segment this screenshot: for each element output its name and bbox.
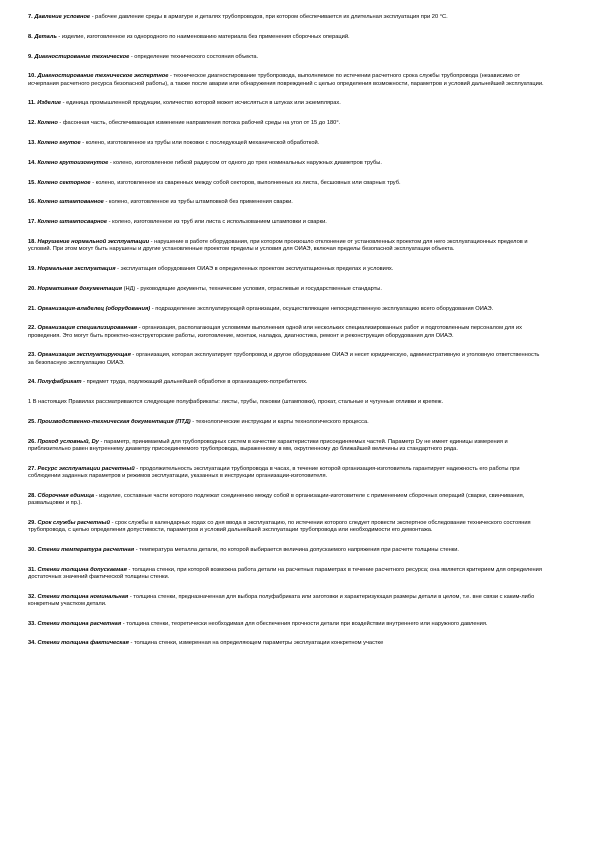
entry-number: 14. — [28, 159, 36, 166]
entry-term: Ресурс эксплуатации расчетный — [37, 465, 135, 472]
entry-number: 19. — [28, 265, 36, 272]
definition-entry — [28, 120, 545, 127]
definition-entry — [28, 180, 545, 187]
entry-definition: - техническое диагностирование трубопровода, выполняемое по истечении расчетного срока службы трубопровода (независимо от исчерпания расчетного ресурса безопасной работы), а также после аварии или обнаружения повреждений с целью определения возможности, параметров и условий дальнейшей эксплуатации. — [28, 73, 544, 87]
entry-definition: - колено, изготовленное из труб или листа с использованием штамповки и сварки. — [107, 219, 327, 226]
definition-entry — [28, 419, 545, 426]
entry-term: Стенки температура расчетная — [37, 546, 135, 553]
definition-entry — [28, 219, 545, 226]
entry-number: 16. — [28, 199, 36, 206]
definition-entry — [28, 493, 545, 507]
entry-term: Проход условный, Dy — [37, 438, 99, 445]
definition-entry — [28, 160, 545, 167]
entry-definition: - изделие, составные части которого подлежат соединению между собой в организации-изготовителе с применением сборочных операций (сварки, свинчивания, развальцовки и пр.). — [28, 492, 525, 506]
entry-term: Организация эксплуатирующая — [37, 352, 131, 359]
entry-number: 17. — [28, 219, 36, 226]
definition-entry — [28, 239, 545, 253]
entry-number: 20. — [28, 285, 36, 292]
entry-term: Нормальная эксплуатация — [37, 265, 116, 272]
definition-entry — [28, 399, 545, 406]
entry-definition: - толщина стенки, теоретически необходимая для обеспечения прочности детали при воздействии внутреннего или наружного давления. — [121, 620, 488, 627]
entry-number: 34. — [28, 640, 36, 647]
entry-number: 23. — [28, 352, 36, 359]
entry-number: 21. — [28, 305, 36, 312]
entry-definition: - предмет труда, подлежащий дальнейшей обработке в организациях-потребителях. — [81, 379, 308, 386]
entry-term: Стенки толщина фактическая — [37, 640, 129, 647]
definition-entry — [28, 520, 545, 534]
entry-number: 33. — [28, 620, 36, 627]
definition-entry — [28, 100, 545, 107]
definition-entry — [28, 466, 545, 480]
definition-entry — [28, 594, 545, 608]
entry-term: Сборочная единица — [37, 492, 95, 499]
entry-term: Колено штампованное — [37, 199, 104, 206]
entry-number: 18. — [28, 238, 36, 245]
entry-term: Колено гнутое — [37, 139, 81, 146]
entry-definition: - колено, изготовленное из трубы штамповкой без применения сварки. — [103, 199, 293, 206]
definition-entry — [28, 621, 545, 628]
entry-term: Нарушение нормальной эксплуатации — [37, 238, 150, 245]
entry-term: Деталь — [34, 33, 57, 40]
entry-number: 28. — [28, 492, 36, 499]
entry-term: Стенки толщина допускаемая — [37, 566, 127, 573]
definition-entry — [28, 34, 545, 41]
entry-definition: - фасонная часть, обеспечивающая изменение направления потока рабочей среды на угол от 15 до 180°. — [57, 120, 341, 127]
definition-entry — [28, 325, 545, 339]
entry-definition: - изделие, изготовленное из однородного по наименованию материала без применения сборочных операций. — [56, 33, 350, 40]
entry-number: 31. — [28, 566, 36, 573]
entry-term: Стенки толщина номинальная — [37, 593, 129, 600]
entry-number: 24. — [28, 379, 36, 386]
entry-definition: - толщина стенки, при которой возможна работа детали на расчетных параметрах в течение расчетного ресурса; она является критерием для определения достаточных значений фактической толщины стенки. — [28, 566, 542, 580]
definition-entry — [28, 140, 545, 147]
entry-definition: - нарушение в работе оборудования, при котором произошло отклонение от установленных проектом для него эксплуатационных пределов и условий. При этом могут быть нарушены и другие установленные проектом пределы и условия для ОИАЭ, включая пределы безопасной эксплуатации объекта. — [28, 238, 528, 253]
entry-term: Стенки толщина расчетная — [37, 620, 122, 627]
entry-definition: - единица промышленной продукции, количество которой может исчисляться в штуках или экземплярах. — [61, 100, 341, 107]
entry-definition: 1 В настоящих Правилах рассматриваются следующие полуфабрикаты: листы, трубы, поковки (штамповки), прокат, стальные и чугунные отливки и крепеж. — [28, 399, 444, 406]
entry-term: Организация-владелец (оборудования) — [37, 305, 151, 312]
entry-number: 30. — [28, 546, 36, 553]
entry-definition: - организация, которая эксплуатирует трубопровод и другое оборудование ОИАЭ и несет юридическую, административную и уголовную ответственность за безопасную эксплуатацию ОИАЭ. — [28, 352, 540, 366]
entry-term: Производственно-техническая документация (ПТД) — [37, 418, 191, 425]
entry-definition: - определение технического состояния объекта. — [129, 53, 259, 60]
entry-definition: - толщина стенки, измеренная на определяющем параметры эксплуатации конкретном участке — [128, 640, 384, 647]
entry-definition: - колено, изготовленное гибкой радиусом от одного до трех номинальных наружных диаметров трубы. — [108, 159, 382, 166]
entry-definition: - подразделение эксплуатирующей организации, осуществляющее непосредственную эксплуатацию всего оборудования ОИАЭ. — [150, 305, 494, 312]
definition-entry — [28, 73, 545, 87]
definition-entry — [28, 54, 545, 61]
entry-number: 8. — [28, 33, 33, 40]
definition-entry — [28, 306, 545, 313]
entry-number: 22. — [28, 325, 36, 332]
entry-term: Колено штампосварное — [37, 219, 108, 226]
entry-number: 11. — [28, 100, 36, 107]
entry-number: 26. — [28, 438, 36, 445]
definition-entry — [28, 640, 545, 647]
entry-term: Колено секторное — [37, 179, 91, 186]
entry-term: Изделие — [37, 100, 62, 107]
entry-definition: - параметр, принимаемый для трубопроводных систем в качестве характеристики присоединяемых частей. Параметр Dy не имеет единицы измерения и приблизительно равен внутреннему диаметру присоединяемого трубопровода, выраженному в мм, округленному до ближайшей величины из стандартного ряда. — [28, 438, 508, 452]
definition-entry — [28, 352, 545, 366]
definition-entry — [28, 379, 545, 386]
entry-definition: - температура металла детали, по которой выбирается величина допускаемого напряжения при расчете толщины стенки. — [134, 546, 459, 553]
entry-number: 32. — [28, 593, 36, 600]
entry-number: 29. — [28, 519, 36, 526]
entry-definition: - колено, изготовленное из сваренных между собой секторов, выполненных из листа, бесшовных или сварных труб. — [90, 179, 401, 186]
entry-definition: - организация, располагающая условиями выполнения одной или нескольких специализированных работ и подготовленным персоналом для их проведения. Это могут быть проектно-конструкторские работы, изготовление, монтаж, наладка, диагностика, ремонт и реконструкция оборудования для ОИАЭ. — [28, 325, 522, 339]
entry-number: 15. — [28, 179, 36, 186]
entry-term: Диагностирование техническое экспертное — [37, 73, 169, 80]
entry-term: Колено крутоизогнутое — [37, 159, 109, 166]
entry-definition: - эксплуатация оборудования ОИАЭ в определенных проектом эксплуатационных пределах и условиях. — [115, 265, 394, 272]
entry-number: 9. — [28, 53, 33, 60]
entry-term: Организация специализированная — [37, 325, 138, 332]
definition-entry — [28, 266, 545, 273]
definition-entry — [28, 199, 545, 206]
definition-entry — [28, 547, 545, 554]
entry-term: Диагностирование техническое — [34, 53, 130, 60]
entry-number: 25. — [28, 418, 36, 425]
entry-term: Срок службы расчетный — [37, 519, 110, 526]
entry-definition: (НД) - руководящие документы, технические условия, отраслевые и государственные стандарты. — [122, 285, 382, 292]
entry-number: 13. — [28, 139, 36, 146]
definition-entry — [28, 14, 545, 21]
entry-term: Колено — [37, 120, 58, 127]
entry-term: Нормативная документация — [37, 285, 122, 292]
entry-term: Полуфабрикат — [37, 379, 82, 386]
entry-definition: - колено, изготовленное из трубы или поковки с последующей механической обработкой. — [80, 139, 320, 146]
entry-definition: - технологические инструкции и карты технологического процесса. — [190, 418, 369, 425]
entry-number: 27. — [28, 465, 36, 472]
entry-definition: - продолжительность эксплуатации трубопровода в часах, в течение которой организация-изготовитель гарантирует надежность его работы при соблюдении заданных параметров и режимов эксплуатации, указанных в инструкции организации-изготовителя. — [28, 465, 520, 479]
entry-number: 7. — [28, 14, 33, 20]
definition-entry — [28, 286, 545, 293]
entry-definition: - рабочее давление среды в арматуре и деталях трубопроводов, при котором обеспечивается их длительная эксплуатация при 20 °С. — [90, 14, 448, 20]
entry-number: 10. — [28, 73, 36, 80]
entry-definition: - толщина стенки, предназначенная для выбора полуфабриката или заготовки и характеризующая размеры детали в целом, т.е. вне связи с каким-либо конкретным участком детали. — [28, 593, 535, 607]
entry-term: Давление условное — [34, 14, 91, 20]
entry-definition: - срок службы в календарных годах со дня ввода в эксплуатацию, по истечении которого следует провести экспертное обследование технического состояния трубопровода, с целью определения допустимости, параметров и условий дальнейшей эксплуатации трубопровода или необходимости его демонтажа. — [28, 519, 531, 533]
definition-entry — [28, 567, 545, 581]
definition-entry — [28, 439, 545, 453]
entry-number: 12. — [28, 120, 36, 127]
